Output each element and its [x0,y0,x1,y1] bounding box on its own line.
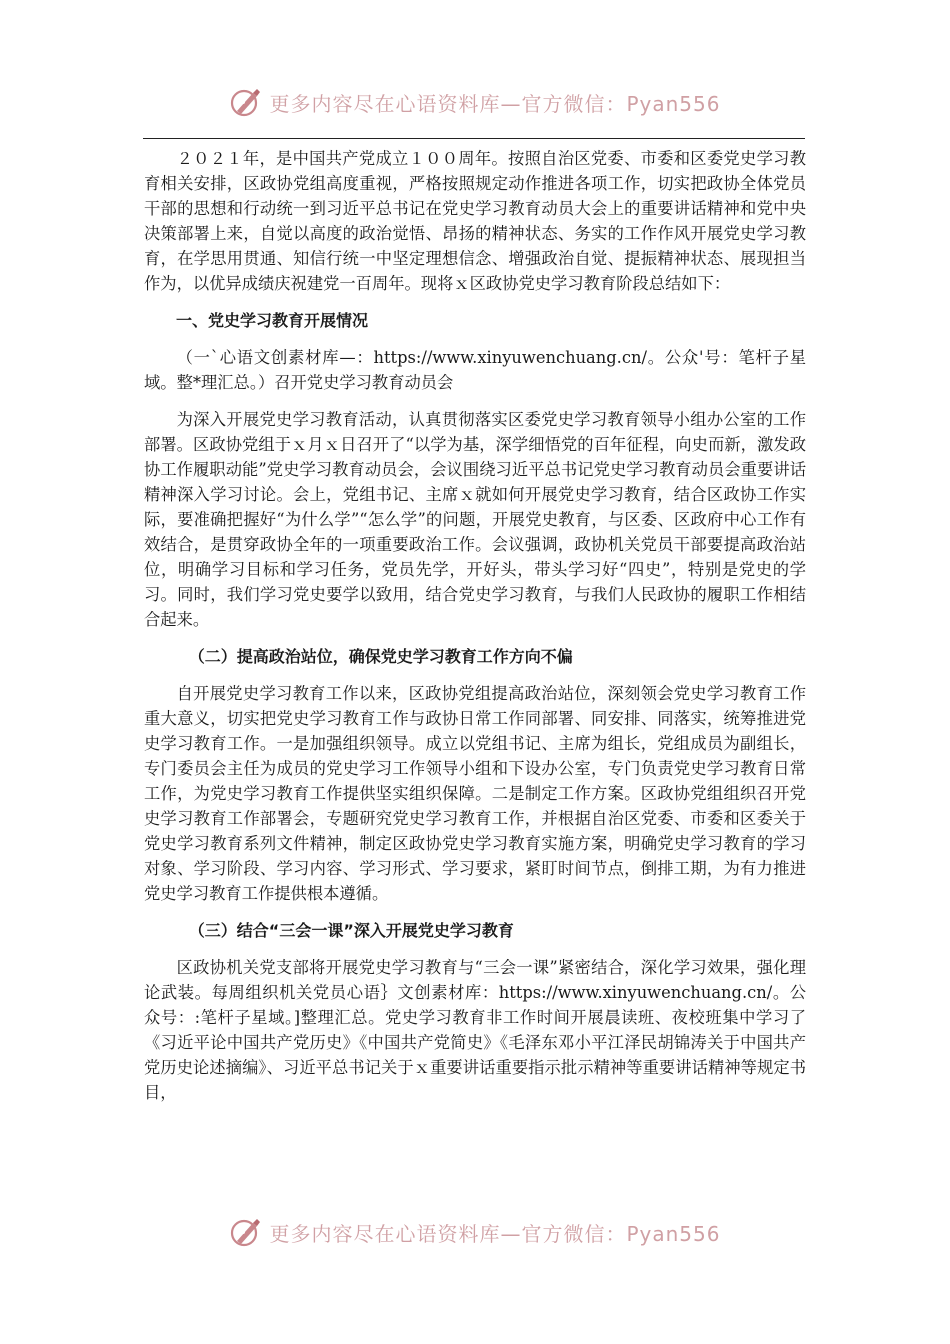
pen-logo-icon [229,85,263,119]
paragraph-2: 自开展党史学习教育工作以来，区政协党组提高政治站位，深刻领会党史学习教育工作重大意义，切实把党史学习教育工作与政协日常工作同部署、同安排、同落实，统筹推进党史学习教育工作。一是加强组织领导。成立以党组书记、主席为组长，党组成员为副组长，专门委员会主任为成员的党史学习工作领导小组和下设办公室，专门负责党史学习教育日常工作，为党史学习教育工作提供坚实组织保障。二是制定工作方案。区政协党组组织召开党史学习教育工作部署会，专题研究党史学习教育工作，并根据自治区党委、市委和区委关于党史学习教育系列文件精神，制定区政协党史学习教育实施方案，明确党史学习教育的学习对象、学习阶段、学习内容、学习形式、学习要求，紧盯时间节点，倒排工期，为有力推进党史学习教育工作提供根本遵循。 [144,684,806,903]
subsection-heading-3: （三）结合“三会一课”深入开展党史学习教育 [188,921,514,940]
intro-paragraph: ２０２１年，是中国共产党成立１００周年。按照自治区党委、市委和区委党史学习教育相关安排，区政协党组高度重视，严格按照规定动作推进各项工作，切实把政协全体党员干部的思想和行动统一到习近平总书记在党史学习教育动员大会上的重要讲话精神和党中央决策部署上来，自觉以高度的政治觉悟、昂扬的精神状态、务实的工作作风开展党史学习教育，在学思用贯通、知信行统一中坚定理想信念、增强政治自觉、提振精神状态、展现担当作为，以优异成绩庆祝建党一百周年。现将ｘ区政协党史学习教育阶段总结如下： [144,149,806,293]
header-banner [0,82,950,122]
pen-logo-icon [229,1215,263,1249]
paragraph-1: 为深入开展党史学习教育活动，认真贯彻落实区委党史学习教育领导小组办公室的工作部署。区政协党组于ｘ月ｘ日召开了“以学为基，深学细悟党的百年征程，向史而新，激发政协工作履职动能”党史学习教育动员会，会议围绕习近平总书记党史学习教育动员会重要讲话精神深入学习讨论。会上，党组书记、主席ｘ就如何开展党史学习教育，结合区政协工作实际，要准确把握好“为什么学”“怎么学”的问题，开展党史教育，与区委、区政府中心工作有效结合，是贯穿政协全年的一项重要政治工作。会议强调，政协机关党员干部要提高政治站位，明确学习目标和学习任务，党员先学，开好头，带头学习好“四史”，特别是党史的学习。同时，我们学习党史要学以致用，结合党史学习教育，与我们人民政协的履职工作相结合起来。 [144,410,806,629]
header-divider [143,138,805,139]
subsection-heading-1: （一`心语文创素材库—：https://www.xinyuwenchuang.cn/。公众'号：笔杆子星域。整*理汇总。）召开党史学习教育动员会 [144,348,806,392]
footer-banner-text: 更多内容尽在心语资料库—官方微信：Pyan556 [269,1221,721,1246]
section-heading-1: 一、党史学习教育开展情况 [176,311,369,330]
header-banner-text: 更多内容尽在心语资料库—官方微信：Pyan556 [269,91,721,116]
subsection-heading-2: （二）提高政治站位，确保党史学习教育工作方向不偏 [188,647,573,666]
paragraph-3: 区政协机关党支部将开展党史学习教育与“三会一课”紧密结合，深化学习效果，强化理论武装。每周组织机关党员心语｝文创素材库：https://www.xinyuwenchuang.cn/。公众号：:笔杆子星域。]整理汇总。党史学习教育非工作时间开展晨读班、夜校班集中学习了《习近平论中国共产党历史》《中国共产党简史》《毛泽东邓小平江泽民胡锦涛关于中国共产党历史论述摘编》、习近平总书记关于ｘ重要讲话重要指示批示精神等重要讲话精神等规定书目， [144,958,806,1102]
document-body [144,146,806,1105]
footer-banner [0,1212,950,1252]
